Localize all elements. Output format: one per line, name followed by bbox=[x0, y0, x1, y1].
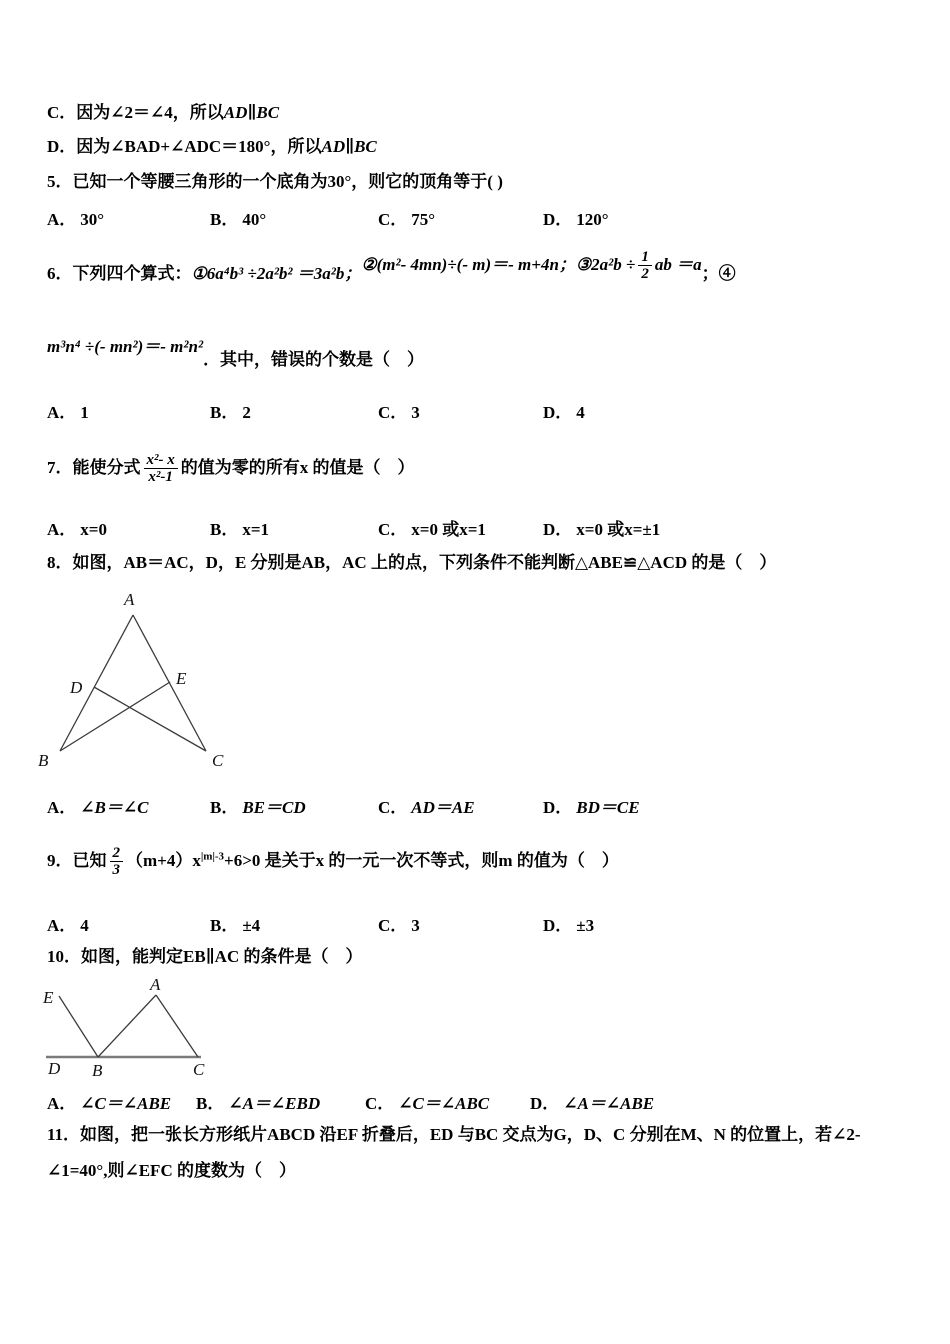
exponent: |m|-3 bbox=[200, 850, 225, 863]
q6-formula-4-marker: ；④ bbox=[701, 263, 736, 283]
question-5-stem: 5．已知一个等腰三角形的一个底角为30°，则它的顶角等于( ) bbox=[47, 172, 503, 191]
q6-formula-3: ③2a²b ÷ $\frac{1}{2}$ ab ＝a bbox=[575, 249, 702, 283]
option-d: D． ∠A＝∠ABE bbox=[530, 1094, 655, 1113]
side-ba bbox=[98, 995, 156, 1057]
option-d: D． 120° bbox=[543, 210, 609, 229]
option-c: C． 3 bbox=[378, 403, 420, 422]
q6-label: 6．下列四个算式： bbox=[47, 263, 192, 283]
vertex-label-b: B bbox=[92, 1061, 103, 1080]
option-b: B． ±4 bbox=[210, 916, 261, 935]
option-d-text: D．因为∠BAD+∠ADC＝180°，所以 bbox=[47, 137, 322, 156]
ray-be bbox=[59, 996, 98, 1057]
option-b: B． x=1 bbox=[210, 520, 270, 539]
option-c-math: AD∥BC bbox=[223, 103, 280, 122]
fraction-one-half: $\frac{1}{2}$ bbox=[638, 249, 652, 282]
option-a: A． 4 bbox=[47, 916, 89, 935]
option-c: C． x=0 或x=1 bbox=[378, 520, 486, 539]
question-10-options bbox=[0, 1089, 950, 1113]
option-c: C． 75° bbox=[378, 210, 436, 229]
fraction-two-thirds: $\frac{2}{3}$ bbox=[110, 845, 124, 878]
question-11-stem-line-1: 11．如图，把一张长方形纸片ABCD 沿EF 折叠后，ED 与BC 交点为G，D、C 分别在M、N 的位置上，若∠2- bbox=[47, 1125, 861, 1144]
question-8-stem: 8．如图，AB＝AC，D，E 分别是AB，AC 上的点，下列条件不能判断△ABE≌△ACD 的是（ ） bbox=[47, 553, 777, 572]
question-4-option-c bbox=[47, 102, 279, 123]
vertex-label-e: E bbox=[176, 669, 187, 688]
option-d: D． x=0 或x=±1 bbox=[543, 520, 661, 539]
q6-formula-4: m³n⁴ ÷(- mn²)＝- m²n² bbox=[47, 337, 204, 356]
option-a: A． 30° bbox=[47, 210, 105, 229]
side-ac bbox=[156, 995, 198, 1057]
question-7-stem: 7．能使分式 $\frac{\text{x²- x}}{\text{x²-1}}$ 的值为零的所有x 的值是（ ） bbox=[47, 452, 415, 486]
question-10-stem: 10．如图，能判定EB∥AC 的条件是（ ） bbox=[47, 947, 363, 966]
question-11-stem-line-2: ∠1=40°,则∠EFC 的度数为（ ） bbox=[47, 1161, 296, 1180]
question-9-options bbox=[0, 911, 950, 935]
q6-question-text: ．其中，错误的个数是（ ） bbox=[203, 350, 425, 369]
question-6-continuation bbox=[47, 337, 425, 370]
vertex-label-e: E bbox=[43, 988, 54, 1007]
q6-formula-1: ①6a⁴b³ ÷2a²b² ＝3a²b； bbox=[191, 263, 362, 283]
option-c: C． ∠C＝∠ABC bbox=[365, 1094, 490, 1113]
question-9-stem: 9．已知 $\frac{2}{3}$ $(m+4)x^{|m|-3}+6>0$ 是关于x 的一元一次不等式，则m 的值为（ ） bbox=[47, 845, 619, 879]
vertex-label-c: C bbox=[193, 1060, 205, 1079]
option-c-text: C．因为∠2＝∠4，所以 bbox=[47, 103, 224, 122]
option-b: B． ∠A＝∠EBD bbox=[196, 1094, 321, 1113]
option-a: A． 1 bbox=[47, 403, 89, 422]
vertex-label-d: D bbox=[70, 678, 83, 697]
q6-formula-2: ②(m²- 4mn)÷(- m)＝- m+4n； bbox=[361, 254, 576, 274]
question-7-options bbox=[0, 515, 950, 539]
vertex-label-b: B bbox=[38, 751, 49, 770]
vertex-label-a: A bbox=[150, 977, 161, 994]
question-6-options bbox=[0, 398, 950, 422]
fraction-x2-x-over-x2-1: $\frac{\text{x²- x}}{\text{x²-1}}$ bbox=[144, 452, 178, 485]
option-c: C． AD＝AE bbox=[378, 798, 475, 817]
option-b: B． BE＝CD bbox=[210, 798, 306, 817]
question-10-figure bbox=[10, 977, 260, 1082]
question-8-options bbox=[0, 793, 950, 817]
question-6-stem bbox=[47, 249, 736, 291]
question-5-options bbox=[0, 205, 950, 229]
vertex-label-d: D bbox=[48, 1059, 61, 1078]
option-d: D． 4 bbox=[543, 403, 585, 422]
option-d: D． BD＝CE bbox=[543, 798, 640, 817]
question-4-option-d bbox=[47, 136, 377, 157]
question-8-figure bbox=[20, 583, 320, 783]
option-a: A． x=0 bbox=[47, 520, 107, 539]
option-d: D． ±3 bbox=[543, 916, 595, 935]
vertex-label-a: A bbox=[124, 590, 135, 609]
option-a: A． ∠B＝∠C bbox=[47, 798, 149, 817]
option-b: B． 40° bbox=[210, 210, 267, 229]
vertex-label-c: C bbox=[212, 751, 224, 770]
option-a: A． ∠C＝∠ABE bbox=[47, 1094, 172, 1113]
option-c: C． 3 bbox=[378, 916, 420, 935]
option-d-math: AD∥BC bbox=[321, 137, 377, 156]
option-b: B． 2 bbox=[210, 403, 251, 422]
